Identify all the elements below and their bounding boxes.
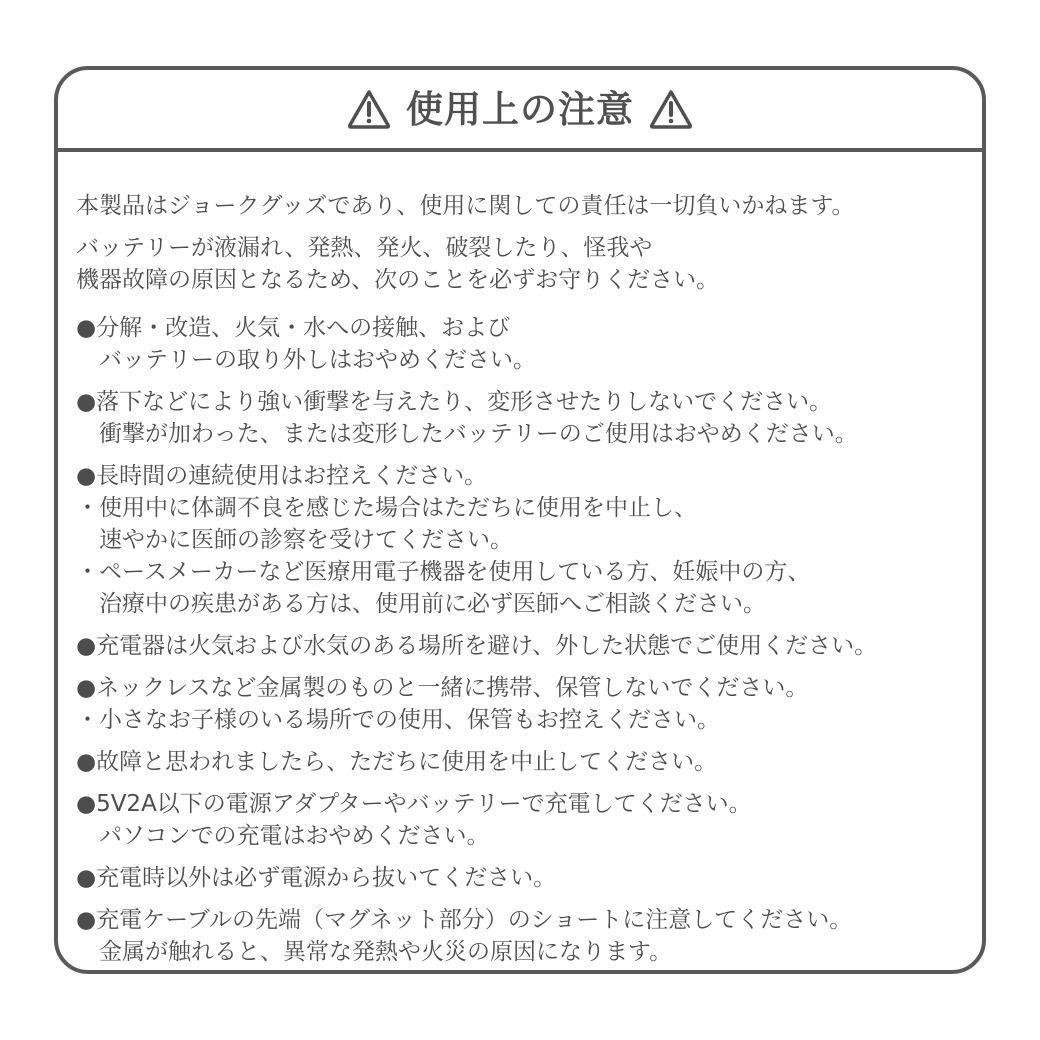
intro-text: バッテリーが液漏れ、発熱、発火、破裂したり、怪我や xyxy=(76,235,653,261)
caution-item: ●落下などにより強い衝撃を与えたり、変形させたりしないでください。 xyxy=(76,389,833,415)
caution-item: バッテリーの取り外しはおやめください。 xyxy=(76,347,536,373)
intro-text: 本製品はジョークグッズであり、使用に関しての責任は一切負いかねます。 xyxy=(76,193,855,219)
title-group xyxy=(346,88,694,130)
caution-item: パソコンでの充電はおやめください。 xyxy=(76,823,490,849)
caution-item: ・使用中に体調不良を感じた場合はただちに使用を中止し、 xyxy=(76,495,697,521)
warning-icon xyxy=(346,88,392,130)
page-title: 使用上の注意 xyxy=(406,87,634,131)
caution-item: 治療中の疾患がある方は、使用前に必ず医師へご相談ください。 xyxy=(76,591,766,617)
caution-item: ●長時間の連続使用はお控えください。 xyxy=(76,463,488,489)
caution-item: ・ペースメーカーなど医療用電子機器を使用している方、妊娠中の方、 xyxy=(76,559,811,585)
caution-item: ●充電ケーブルの先端（マグネット部分）のショートに注意してください。 xyxy=(76,907,853,933)
caution-item: ●分解・改造、火気・水への接触、および xyxy=(76,315,511,341)
caution-item: ●充電器は火気および水気のある場所を避け、外した状態でご使用ください。 xyxy=(76,633,878,659)
caution-card xyxy=(54,66,986,974)
caution-item: ●ネックレスなど金属製のものと一緒に携帯、保管しないでください。 xyxy=(76,675,809,701)
card-header xyxy=(58,70,982,152)
caution-body xyxy=(76,190,976,968)
caution-item: 金属が触れると、異常な発熱や火災の原因になります。 xyxy=(76,939,673,965)
caution-item: ●5V2A以下の電源アダプターやバッテリーで充電してください。 xyxy=(76,791,752,817)
caution-item: ●充電時以外は必ず電源から抜いてください。 xyxy=(76,865,557,891)
intro-text: 機器故障の原因となるため、次のことを必ずお守りください。 xyxy=(76,267,720,293)
caution-item: 衝撃が加わった、または変形したバッテリーのご使用はおやめください。 xyxy=(76,421,858,447)
warning-icon xyxy=(648,88,694,130)
caution-item: ●故障と思われましたら、ただちに使用を中止してください。 xyxy=(76,749,718,775)
caution-item: ・小さなお子様のいる場所での使用、保管もお控えください。 xyxy=(76,707,720,733)
caution-item: 速やかに医師の診察を受けてください。 xyxy=(76,527,513,553)
